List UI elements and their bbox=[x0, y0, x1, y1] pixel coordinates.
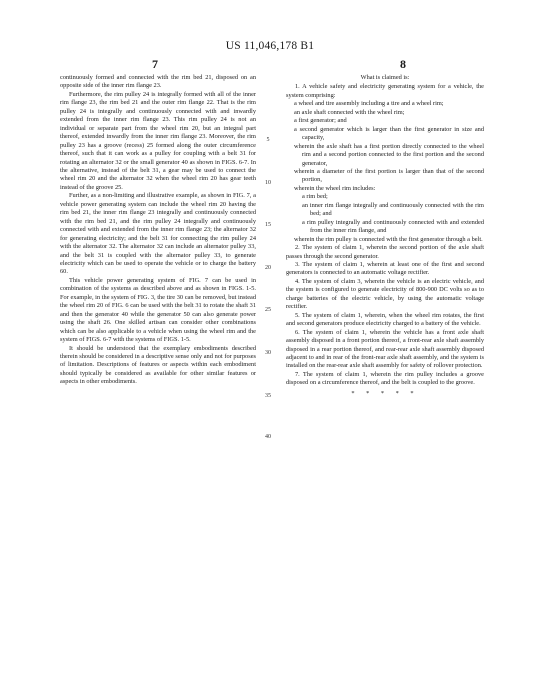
claim-element: a rim pulley integrally and continuously connected with and extended from the inner rim flange, and bbox=[302, 218, 484, 235]
claims-heading: What is claimed is: bbox=[360, 74, 410, 81]
claim-3: 3. The system of claim 1, wherein at least one of the first and second generators is connected to an automatic voltage rectifier. bbox=[286, 260, 484, 277]
claim-element: wherein a diameter of the first portion is larger than that of the second portion, bbox=[294, 167, 484, 184]
claim-4: 4. The system of claim 3, wherein the vehicle is an electric vehicle, and the system is configured to generate electricity of 800-900 DC volts so as to charge batteries of the electric vehicle, by using the automatic voltage rectifier. bbox=[286, 277, 484, 311]
claim-2: 2. The system of claim 1, wherein the second portion of the axle shaft passes through the second generator. bbox=[286, 244, 484, 260]
line-number: 10 bbox=[265, 180, 271, 186]
claim-element: an inner rim flange integrally and continuously connected with the rim bed; and bbox=[302, 201, 484, 218]
claims-column bbox=[286, 74, 484, 398]
description-paragraph: It should be understood that the exemplary embodiments described therein should be considered in a descriptive sense only and not for purposes of limitation. Descriptions of features or aspects within each embodiment should typically be considered as available for other similar features or aspects in other embodiments. bbox=[60, 344, 256, 386]
line-number: 5 bbox=[266, 137, 270, 143]
claim-element: a second generator which is larger than the first generator in size and capacity, bbox=[294, 125, 484, 142]
line-number: 20 bbox=[265, 265, 271, 271]
claim-element: a first generator; and bbox=[294, 117, 347, 125]
description-paragraph: This vehicle power generating system of FIG. 7 can be used in combination of the systems as described above and as shown in FIGS. 1-5. For example, in the system of FIG. 3, the tire 30 can be removed, but instead the wheel rim 20 of FIG. 6 can be used with the belt 31 to rotate the shaft 31 and then the generator 40 while the generator 50 can also generate power using the shaft 26. One skilled artisan can consider other combinations which can be also applicable to a vehicle when using the wheel rim and the system of FIGS. 6-7 with the systems of FIGS. 1-5. bbox=[60, 276, 256, 344]
claim-element: a rim bed; bbox=[302, 193, 328, 201]
claim-element: an axle shaft connected with the wheel rim; bbox=[294, 108, 405, 116]
description-paragraph: Furthermore, the rim pulley 24 is integrally formed with all of the inner rim flange 23, the rim bed 21 and the outer rim flange 22. That is the rim pulley 24 is integrally and continuously connected with and inwardly extended from the inner rim flange 23. This rim pulley 24 is not an individual or separate part from the wheel rim 20, but an integral part thereof, extended inwardly from the inner rim flange 23. Moreover, the rim pulley 23 has a groove (recess) 25 formed along the outer circumference thereof, such that it can work as a pulley for coupling with a belt 31 for rotating an alternator 32 or the small generator 40 as shown in FIGS. 6-7. In the alternative, instead of the belt 31, a gear may be used to connect the wheel rim 20 and the alternator 32 when the wheel rim 20 has gear teeth instead of the groove 25. bbox=[60, 90, 256, 191]
claim-element: wherein the axle shaft has a first portion directly connected to the wheel rim and a second portion connected to the first portion and the second generator, bbox=[294, 142, 484, 167]
claim-5: 5. The system of claim 1, wherein, when the wheel rim rotates, the first and second generators produce electricity charged to a battery of the vehicle. bbox=[286, 311, 484, 328]
claim-1-intro: 1. A vehicle safety and electricity generating system for a vehicle, the system comprising: bbox=[286, 83, 484, 99]
description-paragraph: continuously formed and connected with the rim bed 21, disposed on an opposite side of the inner rim flange 23. bbox=[60, 74, 256, 90]
end-of-document-mark: * * * * * bbox=[351, 389, 419, 397]
line-number: 35 bbox=[265, 393, 271, 399]
claim-6: 6. The system of claim 1, wherein the vehicle has a front axle shaft assembly disposed in a front portion thereof, a front-rear axle shaft assembly disposed in a rear portion thereof, and rear-rear axle shaft assembly disposed adjacent to and in rear of the front-rear axle shaft assembly, and the system is installed on the rear-rear axle shaft assembly for safety of rollover protection. bbox=[286, 328, 484, 370]
line-number: 40 bbox=[265, 434, 271, 440]
claim-element: wherein the rim pulley is connected with the first generator through a belt. bbox=[294, 235, 483, 243]
right-column-number: 8 bbox=[400, 57, 406, 71]
claim-element: a wheel and tire assembly including a tire and a wheel rim; bbox=[294, 100, 444, 108]
claim-7: 7. The system of claim 1, wherein the rim pulley includes a groove disposed on a circumference thereof, and the belt is coupled to the groove. bbox=[286, 370, 484, 387]
claim-element: wherein the wheel rim includes: bbox=[294, 184, 376, 192]
line-number: 30 bbox=[265, 350, 271, 356]
left-column-number: 7 bbox=[152, 57, 158, 71]
line-number: 25 bbox=[265, 307, 271, 313]
description-paragraph: Further, as a non-limiting and illustrative example, as shown in FIG. 7, a vehicle power generating system can include the wheel rim 20 having the rim bed 21, the inner rim flange 23 integrally and continuously connected with the rim bed 21, and the rim pulley 24 integrally and continuously connected with and extended from the inner rim flange 23; the alternator 32 for generating electricity; and the belt 31 for connecting the rim pulley 24 with the alternator 32. The alternator 32 can include an alternator pulley 33, and the belt 31 is coupled with the alternator pulley 33, to generate electricity which can be used to operate the vehicle or to charge the battery 60. bbox=[60, 192, 256, 276]
description-column bbox=[60, 74, 256, 387]
patent-number-header: US 11,046,178 B1 bbox=[225, 40, 315, 52]
line-number: 15 bbox=[265, 222, 271, 228]
